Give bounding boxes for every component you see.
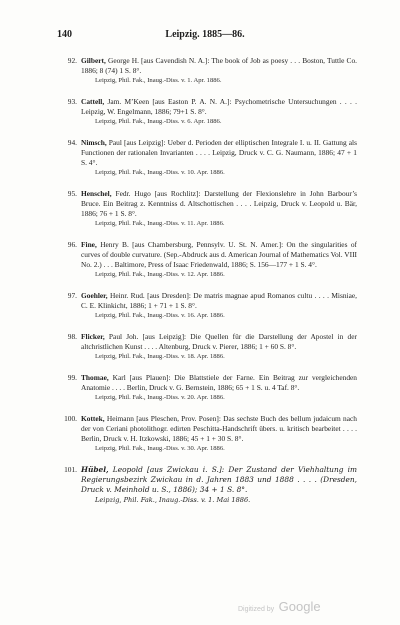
- entry-text: Jam. M’Keen [aus Easton P. A. N. A.]: Psychometrische Untersuchungen . . . . Leipzig, W. Engelmann, 1886; 79+1 S. 8°.: [81, 97, 357, 116]
- bibliography-entry: [57, 240, 357, 280]
- entry-body: [81, 332, 357, 352]
- entry-dissertation-note: Leipzig, Phil. Fak., Inaug.-Diss. v. 6. Apr. 1886.: [95, 118, 222, 125]
- entry-author: Kottek,: [81, 414, 105, 423]
- entry-text: Fedr. Hugo [aus Rochlitz]: Darstellung der Flexionslehre in John Barbour’s Bruce. Ein Beitrag z. Kenntniss d. Altschottischen . . . . Leipzig, Druck v. Leopold u. Bär, 1886; 76 + 1 S. 8°.: [81, 189, 357, 218]
- entry-text: Heimann [aus Pleschen, Prov. Posen]: Das sechste Buch des bellum judaicum nach der von Ceriani photolithogr. edirten Peschitta-Handschrift übers. u. kritisch bearbeitet . . . . Berlin, Druck v. H. Itzkowski, 1886; 45 + 1 + 30 S. 8°.: [81, 414, 357, 443]
- entry-author: Gilbert,: [81, 56, 106, 65]
- entry-dissertation-note: Leipzig, Phil. Fak., Inaug.-Diss. v. 1. Mai 1886.: [95, 496, 251, 504]
- entry-author: Flicker,: [81, 332, 105, 341]
- entry-number: 93.: [67, 97, 77, 106]
- entry-body: [81, 138, 357, 168]
- entry-text: Paul [aus Leipzig]: Ueber d. Perioden der elliptischen Integrale I. u. II. Gattung als Functionen der rationalen Invarianten . . . . Leipzig, Druck v. C. G. Naumann, 1886; 47 + 1 S. 4°.: [81, 138, 357, 167]
- page-number: 140: [57, 29, 72, 40]
- bibliography-entry: [57, 189, 357, 229]
- entry-author: Henschel,: [81, 189, 112, 198]
- entry-text: Henry B. [aus Chambersburg, Pennsylv. U. St. N. Amer.]: On the singularities of curves of double curvature. (Sep.-Abdruck aus d. American Journal of Mathematics Vol. VIII No. 2.) . . . Baltimore, Press of Isaac Friedenwald, 1886; S. 156—177 + 1 S. 4°.: [81, 240, 357, 269]
- entry-text: Paul Joh. [aus Leipzig]: Die Quellen für die Darstellung der Apostel in der altchristlichen Kunst . . . . Altenburg, Druck v. Pierer, 1886; 1 + 60 S. 8°.: [81, 332, 357, 351]
- entry-dissertation-note: Leipzig, Phil. Fak., Inaug.-Diss. v. 11. Apr. 1886.: [95, 220, 225, 227]
- entry-dissertation-note: Leipzig, Phil. Fak., Inaug.-Diss. v. 30. Apr. 1886.: [95, 445, 225, 452]
- entry-number: 100.: [64, 414, 77, 423]
- entry-list: [57, 56, 357, 516]
- entry-body: [81, 189, 357, 219]
- entry-body: [81, 97, 357, 117]
- bibliography-entry: [57, 97, 357, 127]
- entry-body: [81, 240, 357, 270]
- watermark-prefix: Digitized by: [238, 606, 275, 613]
- entry-text: Leopold [aus Zwickau i. S.]: Der Zustand der Viehhaltung im Regierungsbezirk Zwickau in d. Jahren 1883 und 1888 . . . . (Dresden, Druck v. Meinhold u. S., 1886); 34 + 1 S. 8°.: [81, 465, 357, 494]
- entry-dissertation-note: Leipzig, Phil. Fak., Inaug.-Diss. v. 10. Apr. 1886.: [95, 169, 225, 176]
- bibliography-entry: [57, 465, 357, 505]
- entry-author: Goehler,: [81, 291, 108, 300]
- entry-body: [81, 414, 357, 444]
- entry-number: 97.: [67, 291, 77, 300]
- bibliography-entry: [57, 138, 357, 178]
- bibliography-entry: [57, 332, 357, 362]
- watermark-logo: Google: [278, 599, 321, 614]
- bibliography-entry: [57, 291, 357, 321]
- entry-author: Fine,: [81, 240, 97, 249]
- entry-body: [81, 373, 357, 393]
- entry-number: 101.: [64, 465, 77, 474]
- bibliography-entry: [57, 56, 357, 86]
- running-title: Leipzig. 1885—86.: [165, 29, 245, 40]
- entry-body: [81, 291, 357, 311]
- entry-number: 92.: [67, 56, 77, 65]
- entry-dissertation-note: Leipzig, Phil. Fak., Inaug.-Diss. v. 1. Apr. 1886.: [95, 77, 222, 84]
- entry-text: Heinr. Rud. [aus Dresden]: De matris magnae apud Romanos cultu . . . . Misniae, C. E. Klinkicht, 1886; 1 + 71 + 1 S. 8°.: [81, 291, 357, 310]
- entry-author: Thomae,: [81, 373, 109, 382]
- bibliography-entry: [57, 414, 357, 454]
- entry-dissertation-note: Leipzig, Phil. Fak., Inaug.-Diss. v. 20. Apr. 1886.: [95, 394, 225, 401]
- entry-number: 94.: [67, 138, 77, 147]
- entry-dissertation-note: Leipzig, Phil. Fak., Inaug.-Diss. v. 12. Apr. 1886.: [95, 271, 225, 278]
- entry-number: 95.: [67, 189, 77, 198]
- entry-dissertation-note: Leipzig, Phil. Fak., Inaug.-Diss. v. 18. Apr. 1886.: [95, 353, 225, 360]
- entry-number: 98.: [67, 332, 77, 341]
- entry-text: Karl [aus Plauen]: Die Blattstiele der Farne. Ein Beitrag zur vergleichenden Anatomie . . . . Berlin, Druck v. G. Bernstein, 1886; 65 + 1 S. u. 4 Taf. 8°.: [81, 373, 357, 392]
- watermark: [238, 598, 321, 616]
- entry-author: Nimsch,: [81, 138, 107, 147]
- entry-number: 99.: [67, 373, 77, 382]
- bibliography-entry: [57, 373, 357, 403]
- page-header: [57, 29, 353, 43]
- entry-author: Hübel,: [81, 465, 109, 474]
- entry-body: [81, 465, 357, 495]
- entry-text: George H. [aus Cavendish N. A.]: The book of Job as poesy . . . Boston, Tuttle Co. 1886; 8 (74) 1 S. 8°.: [81, 56, 357, 75]
- entry-author: Cattell,: [81, 97, 105, 106]
- entry-body: [81, 56, 357, 76]
- entry-dissertation-note: Leipzig, Phil. Fak., Inaug.-Diss. v. 16. Apr. 1886.: [95, 312, 225, 319]
- entry-number: 96.: [67, 240, 77, 249]
